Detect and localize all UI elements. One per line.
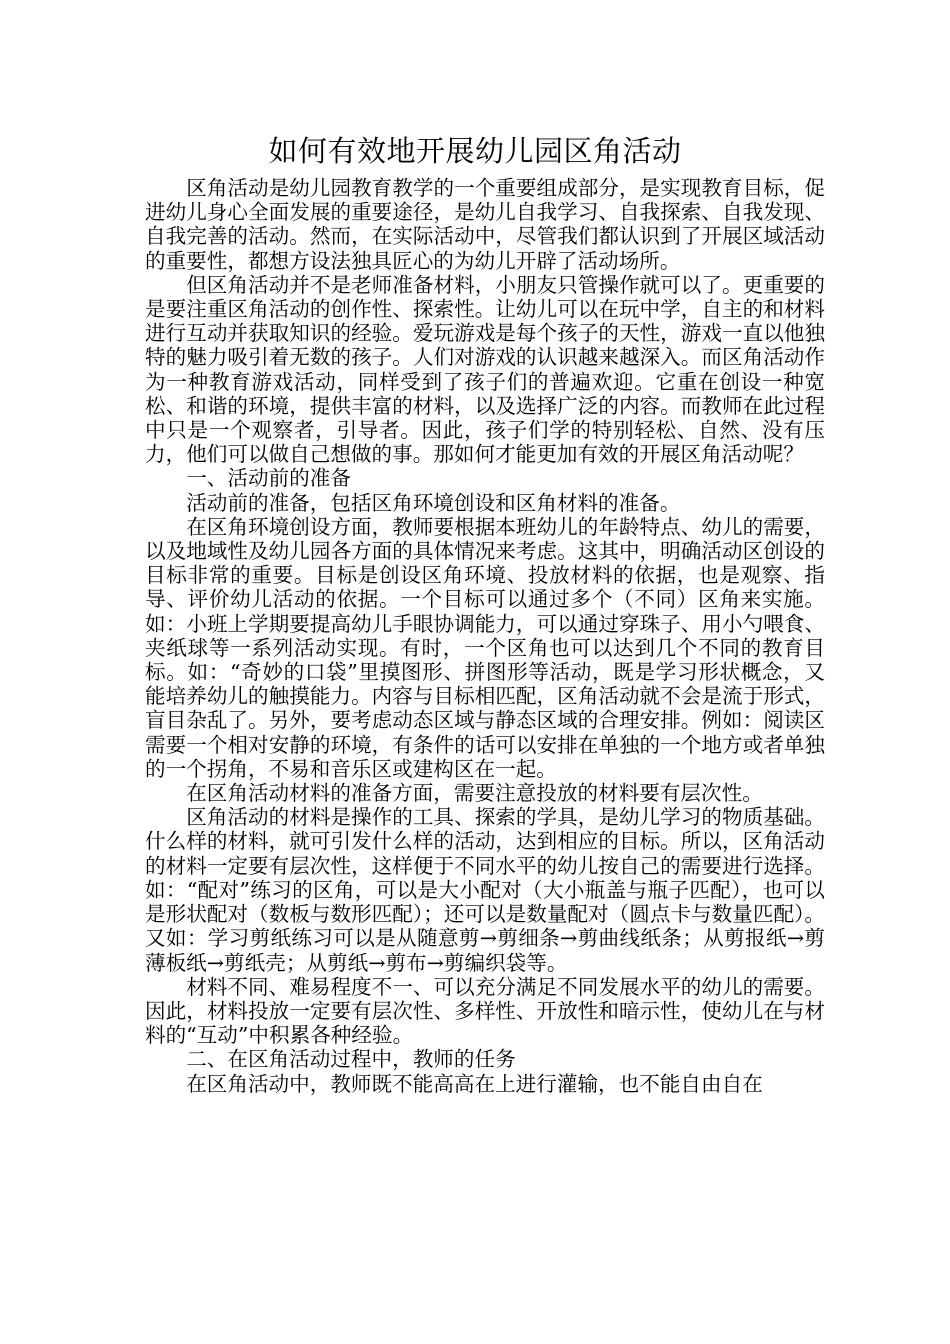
section-heading-teacher-role: 二、在区角活动过程中，教师的任务 bbox=[186, 1047, 516, 1072]
paragraph-preparation-summary: 活动前的准备，包括区角环境创设和区角材料的准备。 bbox=[186, 490, 681, 515]
paragraph-intro: 区角活动是幼儿园教育教学的一个重要组成部分，是实现教育目标，促进幼儿身心全面发展的重要途径，是幼儿自我学习、自我探索、自我发现、自我完善的活动。然而，在实际活动中，尽管我们都认识到了开展区域活动的重要性，都想方设法独具匠心的为幼儿开辟了活动场所。 bbox=[145, 176, 825, 273]
document-body bbox=[145, 176, 825, 1096]
section-heading-preparation: 一、活动前的准备 bbox=[186, 466, 351, 491]
paragraph-materials-intro: 在区角活动材料的准备方面，需要注意投放的材料要有层次性。 bbox=[186, 781, 763, 806]
paragraph-materials-summary: 材料不同、难易程度不一、可以充分满足不同发展水平的幼儿的需要。因此，材料投放一定要有层次性、多样性、开放性和暗示性，使幼儿在与材料的“互动”中积累各种经验。 bbox=[145, 974, 825, 1048]
paragraph-environment: 在区角环境创设方面，教师要根据本班幼儿的年龄特点、幼儿的需要，以及地域性及幼儿园各方面的具体情况来考虑。这其中，明确活动区创设的目标非常的重要。目标是创设区角环境、投放材料的依据，也是观察、指导、评价幼儿活动的依据。一个目标可以通过多个（不同）区角来实施。如：小班上学期要提高幼儿手眼协调能力，可以通过穿珠子、用小勺喂食、夹纸球等一系列活动实现。有时，一个区角也可以达到几个不同的教育目标。如：“奇妙的口袋”里摸图形、拼图形等活动，既是学习形状概念，又能培养幼儿的触摸能力。内容与目标相匹配，区角活动就不会是流于形式，盲目杂乱了。另外，要考虑动态区域与静态区域的合理安排。例如：阅读区需要一个相对安静的环境，有条件的话可以安排在单独的一个地方或者单独的一个拐角，不易和音乐区或建构区在一起。 bbox=[145, 514, 825, 781]
document-title: 如何有效地开展幼儿园区角活动 bbox=[268, 134, 682, 168]
paragraph-teacher-role: 在区角活动中，教师既不能高高在上进行灌输，也不能自由自在 bbox=[186, 1071, 763, 1096]
paragraph-importance: 但区角活动并不是老师准备材料，小朋友只管操作就可以了。更重要的是要注重区角活动的创作性、探索性。让幼儿可以在玩中学，自主的和材料进行互动并获取知识的经验。爱玩游戏是每个孩子的天性，游戏一直以他独特的魅力吸引着无数的孩子。人们对游戏的认识越来越深入。而区角活动作为一种教育游戏活动，同样受到了孩子们的普遍欢迎。它重在创设一种宽松、和谐的环境，提供丰富的材料，以及选择广泛的内容。而教师在此过程中只是一个观察者，引导者。因此，孩子们学的特别轻松、自然、没有压力，他们可以做自己想做的事。那如何才能更加有效的开展区角活动呢？ bbox=[145, 272, 825, 467]
paragraph-materials-detail: 区角活动的材料是操作的工具、探索的学具，是幼儿学习的物质基础。什么样的材料，就可引发什么样的活动，达到相应的目标。所以，区角活动的材料一定要有层次性，这样便于不同水平的幼儿按自己的需要进行选择。如：“配对”练习的区角，可以是大小配对（大小瓶盖与瓶子匹配），也可以是形状配对（数板与数形匹配）；还可以是数量配对（圆点卡与数量匹配）。又如：学习剪纸练习可以是从随意剪→剪细条→剪曲线纸条；从剪报纸→剪薄板纸→剪纸壳；从剪纸→剪布→剪编织袋等。 bbox=[145, 805, 825, 975]
